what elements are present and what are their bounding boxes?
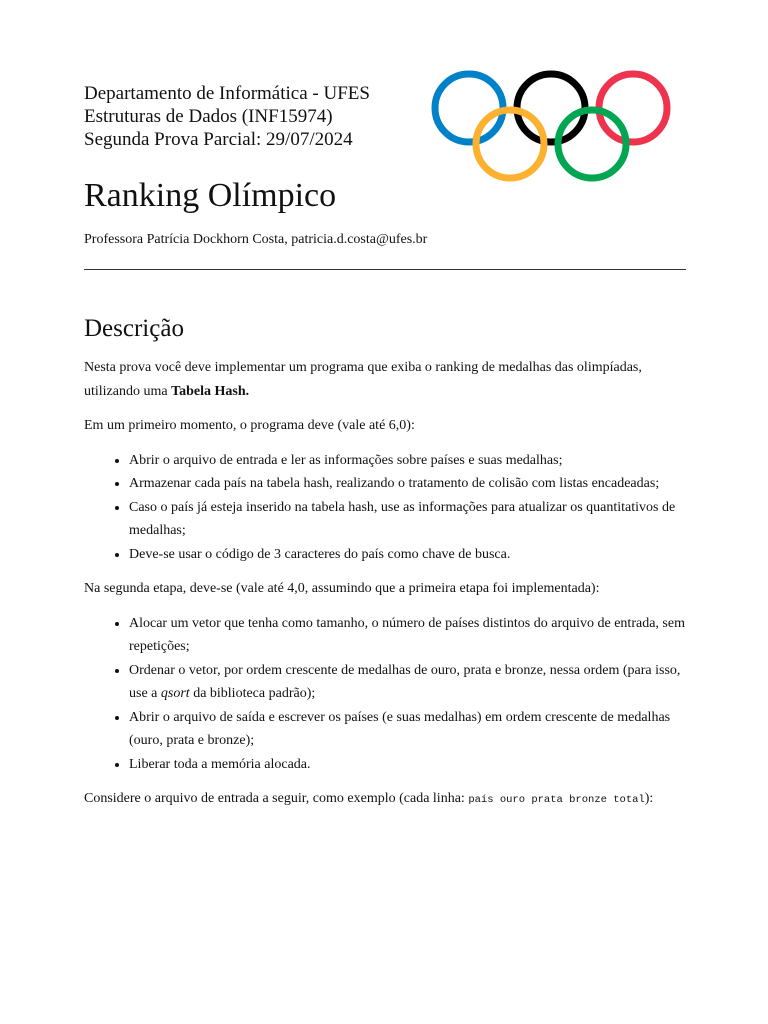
ring-green: [558, 110, 626, 178]
qsort-word: qsort: [160, 686, 190, 701]
document-body: [84, 356, 686, 824]
input-format-code: país ouro prata bronze total: [468, 794, 645, 806]
ring-red: [599, 74, 667, 142]
olympic-rings-logo: [424, 66, 684, 196]
exam-line: Segunda Prova Parcial: 29/07/2024: [84, 129, 353, 150]
document-header: [84, 82, 686, 342]
stage1-intro: Em um primeiro momento, o programa deve (vale até 6,0):: [84, 418, 415, 433]
section-title: Descrição: [84, 315, 184, 342]
closing-text: Considere o arquivo de entrada a seguir, como exemplo (cada linha:: [84, 791, 469, 806]
stage2-item: • Abrir o arquivo de saída e escrever os países (e suas medalhas) em ordem crescente de medalhas (ouro, prata e bronze);: [129, 706, 686, 753]
stage2-intro: Na segunda etapa, deve-se (vale até 4,0, assumindo que a primeira etapa foi implementada):: [84, 581, 600, 596]
stage1-item: • Deve-se usar o código de 3 caracteres do país como chave de busca.: [129, 543, 686, 567]
document-page: [84, 82, 686, 806]
intro-paragraph: [84, 356, 686, 403]
department-line: Departamento de Informática - UFES: [84, 83, 370, 104]
qsort-tail: da biblioteca padrão);: [189, 686, 316, 701]
stage2-item-text: Ordenar o vetor, por ordem crescente de medalhas de ouro, prata e bronze, nessa ordem (para isso, use a: [129, 662, 681, 701]
intro-bold-text: Tabela Hash.: [171, 383, 250, 399]
stage2-item: • Alocar um vetor que tenha como tamanho, o número de países distintos do arquivo de entrada, sem repetições;: [129, 612, 686, 659]
stage2-item: • Liberar toda a memória alocada.: [129, 753, 686, 777]
page-title: Ranking Olímpico: [84, 177, 337, 214]
course-line: Estruturas de Dados (INF15974): [84, 106, 333, 127]
stage1-item: • Abrir o arquivo de entrada e ler as informações sobre países e suas medalhas;: [129, 449, 686, 473]
stage2-list: [84, 612, 686, 777]
ring-black: [517, 74, 585, 142]
intro-text: Nesta prova você deve implementar um programa que exiba o ranking de medalhas das olimpíadas, utilizando uma: [84, 360, 642, 399]
ring-blue: [435, 74, 503, 142]
stage1-item: • Armazenar cada país na tabela hash, realizando o tratamento de colisão com listas encadeadas;: [129, 472, 686, 496]
stage1-item: • Caso o país já esteja inserido na tabela hash, use as informações para atualizar os quantitativos de medalhas;: [129, 496, 686, 543]
stage2-item: [129, 659, 686, 706]
closing-tail: ):: [644, 791, 654, 806]
horizontal-divider: [84, 269, 686, 270]
stage1-list: [84, 449, 686, 567]
header-info: [84, 82, 370, 151]
closing-paragraph: [84, 787, 686, 813]
author-line: Professora Patrícia Dockhorn Costa, patricia.d.costa@ufes.br: [84, 232, 428, 247]
ring-yellow: [476, 110, 544, 178]
